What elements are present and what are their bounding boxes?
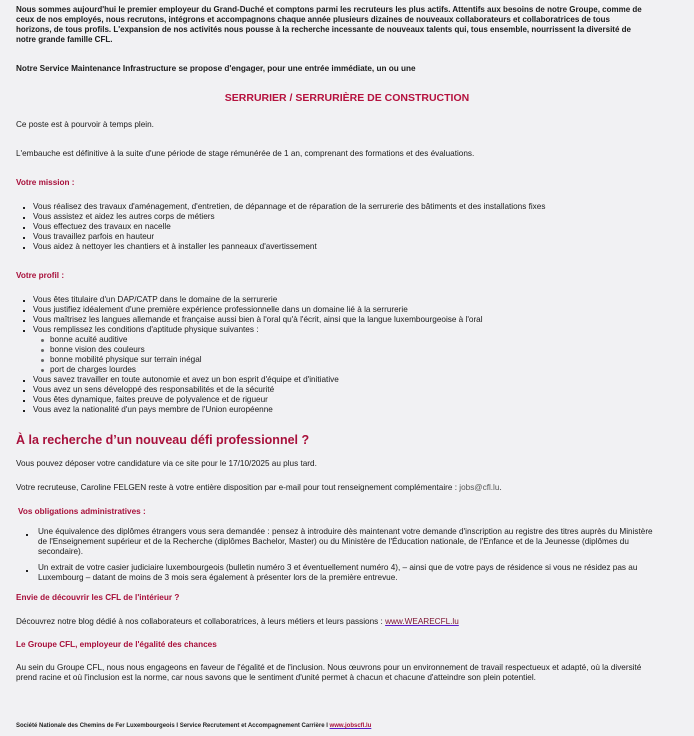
full-time-note: Ce poste est à pourvoir à temps plein. bbox=[16, 120, 154, 129]
list-item bbox=[33, 325, 678, 375]
list-item: Vous aidez à nettoyer les chantiers et à installer les panneaux d'avertissement bbox=[33, 242, 678, 252]
intro-paragraph: Nous sommes aujourd'hui le premier employeur du Grand-Duché et comptons parmi les recruteurs les plus actifs. Attentifs aux besoins de notre Groupe, comme de ceux de nos employés, nous recrutons, intégrons et accompagnons chaque année plusieurs dizaines de nouveaux collaborateurs et collaboratrices de tous horizons, de tous profils. L'expansion de nos activités nous pousse à la recherche incessante de nouveaux talents qui, tous ensemble, nourrissent la diversité de notre grande famille CFL. bbox=[16, 5, 642, 44]
recruiter-email-link[interactable]: jobs@cfl.lu bbox=[459, 483, 500, 492]
mission-list bbox=[16, 202, 678, 252]
physical-requirements-list bbox=[33, 335, 678, 375]
equality-heading: Le Groupe CFL, employeur de l'égalité des chances bbox=[16, 640, 217, 649]
deadline-text: Vous pouvez déposer votre candidature via ce site pour le 17/10/2025 au plus tard. bbox=[16, 459, 317, 468]
list-item: Vous travaillez parfois en hauteur bbox=[33, 232, 678, 242]
profile-list bbox=[16, 295, 678, 415]
list-item: Vous avez un sens développé des responsabilités et de la sécurité bbox=[33, 385, 678, 395]
list-item: Vous avez la nationalité d'un pays membre de l'Union européenne bbox=[33, 405, 678, 415]
footer-text: Société Nationale des Chemins de Fer Luxembourgeois I Service Recrutement et Accompagnement Carrière I bbox=[16, 723, 330, 729]
engage-line: Notre Service Maintenance Infrastructure se propose d'engager, pour une entrée immédiate, un ou une bbox=[16, 64, 416, 73]
mission-heading: Votre mission : bbox=[16, 178, 75, 187]
profile-heading: Votre profil : bbox=[16, 271, 65, 280]
list-item: Vous savez travailler en toute autonomie et avez un bon esprit d'équipe et d'initiative bbox=[33, 375, 678, 385]
list-item: Vous réalisez des travaux d'aménagement, d'entretien, de dépannage et de réparation de la serrurerie des bâtiments et des installations fixes bbox=[33, 202, 678, 212]
obligations-heading: Vos obligations administratives : bbox=[18, 507, 146, 516]
footer-link[interactable]: www.jobscfl.lu bbox=[329, 723, 372, 729]
equality-text: Au sein du Groupe CFL, nous nous engageons en faveur de l'égalité et de l'inclusion. Nous œuvrons pour un environnement de travail respectueux et adapté, où la diversité prend racine et où l'inclusion est la norme, car nous savons que le sentiment d'unité permet à chacun et chacune d'atteindre son plein potentiel. bbox=[16, 663, 642, 682]
list-item: Un extrait de votre casier judiciaire luxembourgeois (bulletin numéro 3 et éventuellement numéro 4), – ainsi que de votre pays de résidence si vous ne résidez pas au Luxembourg – datant de moins de 3 mois sera également à présenter lors de la première entrevue. bbox=[38, 563, 653, 583]
hiring-terms: L'embauche est définitive à la suite d'une période de stage rémunérée de 1 an, comprenant des formations et des évaluations. bbox=[16, 149, 475, 158]
sub-list-item: bonne vision des couleurs bbox=[50, 345, 678, 355]
list-item: Vous justifiez idéalement d'une première expérience professionnelle dans un domaine lié à la serrurerie bbox=[33, 305, 678, 315]
list-item-text: Vous remplissez les conditions d'aptitude physique suivantes : bbox=[33, 325, 259, 334]
sub-list-item: bonne acuité auditive bbox=[50, 335, 678, 345]
discover-text: Découvrez notre blog dédié à nos collaborateurs et collaboratrices, à leurs métiers et leurs passions : bbox=[16, 617, 386, 626]
discover-heading: Envie de découvrir les CFL de l'intérieur ? bbox=[16, 593, 180, 602]
challenge-heading: À la recherche d’un nouveau défi professionnel ? bbox=[16, 433, 310, 447]
list-item: Vous assistez et aidez les autres corps de métiers bbox=[33, 212, 678, 222]
sub-list-item: bonne mobilité physique sur terrain inégal bbox=[50, 355, 678, 365]
list-item: Vous êtes dynamique, faites preuve de polyvalence et de rigueur bbox=[33, 395, 678, 405]
recruiter-text: Votre recruteuse, Caroline FELGEN reste à votre entière disposition par e-mail pour tout renseignement complémentaire : bbox=[16, 483, 460, 492]
discover-paragraph bbox=[16, 617, 678, 627]
obligations-list bbox=[16, 527, 653, 583]
job-title: SERRURIER / SERRURIÈRE DE CONSTRUCTION bbox=[224, 92, 470, 104]
blog-link[interactable]: www.WEARECFL.lu bbox=[385, 617, 459, 626]
list-item: Une équivalence des diplômes étrangers vous sera demandée : pensez à introduire dès maintenant votre demande d'inscription au registre des titres auprès du Ministère de l'Enseignement supérieur et de la Recherche (diplômes Bachelor, Master) ou du Ministère de l'Éducation nationale, de l'Enfance et de la Jeunesse (diplômes du secondaire). bbox=[38, 527, 653, 556]
footer bbox=[16, 721, 678, 731]
recruiter-end: . bbox=[499, 483, 502, 492]
list-item: Vous effectuez des travaux en nacelle bbox=[33, 222, 678, 232]
sub-list-item: port de charges lourdes bbox=[50, 365, 678, 375]
list-item: Vous maîtrisez les langues allemande et française aussi bien à l'oral qu'à l'écrit, ainsi que la langue luxembourgeoise à l'oral bbox=[33, 315, 678, 325]
list-item: Vous êtes titulaire d'un DAP/CATP dans le domaine de la serrurerie bbox=[33, 295, 678, 305]
recruiter-paragraph bbox=[16, 483, 678, 493]
